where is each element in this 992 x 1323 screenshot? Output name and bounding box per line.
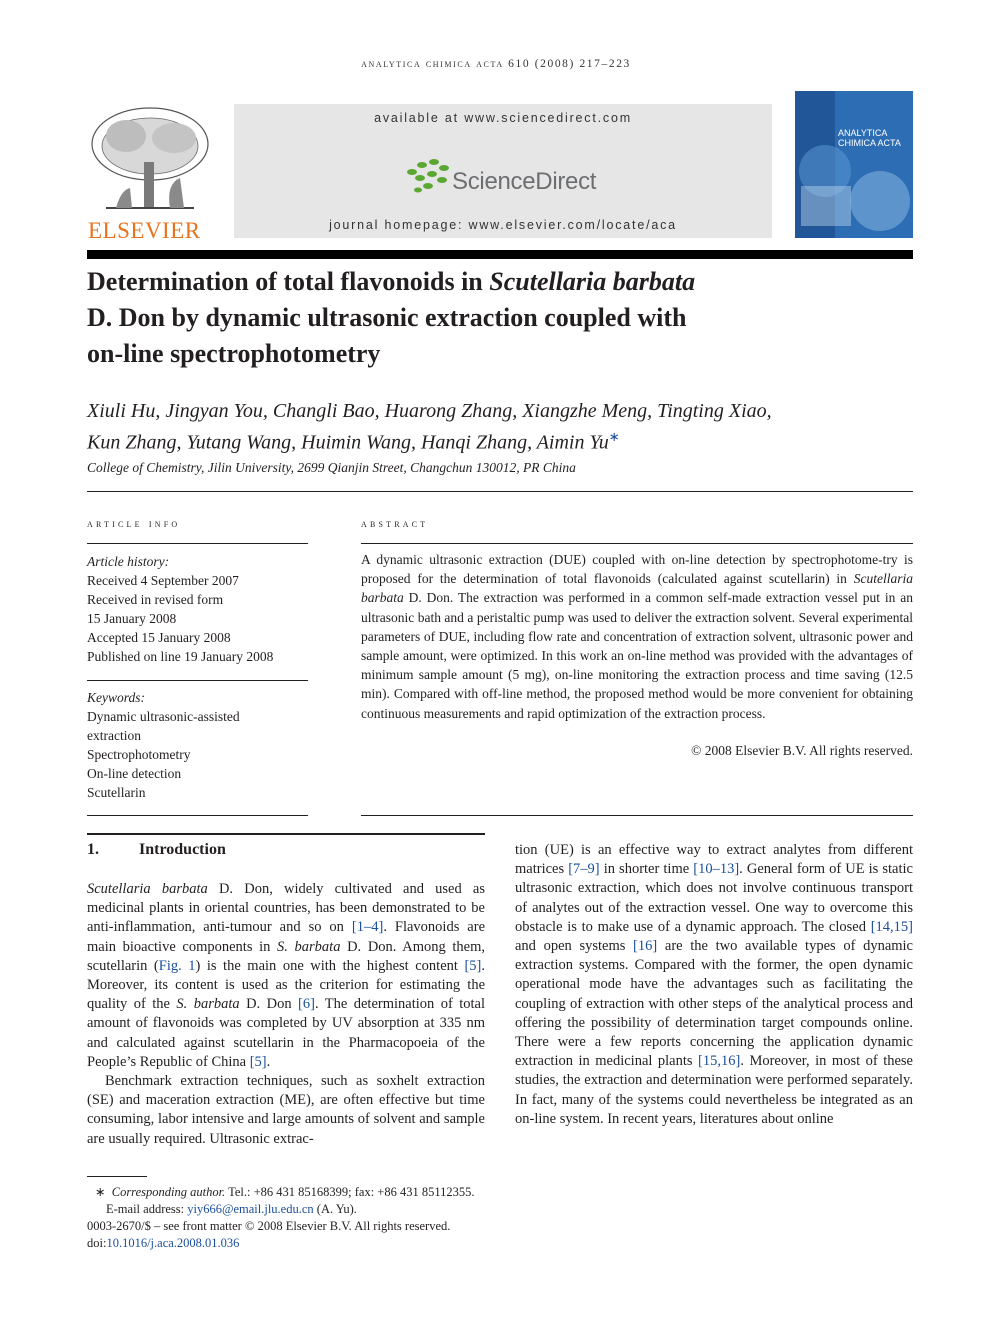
- article-info-heading: article info: [87, 516, 181, 530]
- species-name: Scutellaria barbata: [87, 881, 208, 897]
- corresponding-label: Corresponding author.: [111, 1185, 226, 1199]
- history-item: Received 4 September 2007: [87, 573, 239, 588]
- abstract-rule: [361, 543, 913, 544]
- history-item: Published on line 19 January 2008: [87, 649, 274, 664]
- keywords-label: Keywords:: [87, 690, 145, 705]
- doi-link[interactable]: 10.1016/j.aca.2008.01.036: [106, 1236, 240, 1250]
- authors-line2: Kun Zhang, Yutang Wang, Huimin Wang, Hanqi Zhang, Aimin Yu: [87, 431, 609, 454]
- text-run: D. Don, widely cultivated and used as medicinal plants in oriental countries, has been demonstrated to be anti-inflammation, anti-tumour and so on: [87, 881, 485, 936]
- corresponding-author-mark[interactable]: ∗: [608, 429, 620, 444]
- footnotes: [87, 1184, 913, 1252]
- affiliation-rule: [87, 491, 913, 492]
- email-note: [87, 1201, 913, 1218]
- cover-title-line1: ANALYTICA: [838, 128, 888, 138]
- article-history: [87, 552, 308, 666]
- text-run: D. Don: [239, 996, 299, 1013]
- citation-link[interactable]: [5]: [464, 957, 482, 974]
- abstract-heading: abstract: [361, 516, 429, 530]
- intro-paragraph-2: Benchmark extraction techniques, such as soxhelt extraction (SE) and maceration extraction (ME), are often effective but time consuming, labor intensive and large amounts of solvent and sample are usually required. Ultrasonic extrac-: [87, 1073, 485, 1147]
- text-run: . Flavonoids are main bioactive components in: [87, 919, 485, 955]
- abstract-bottom-rule: [361, 815, 913, 816]
- header-rule: [87, 250, 913, 259]
- text-run: ) is the main one with the highest content: [195, 957, 465, 974]
- keyword: Scutellarin: [87, 785, 146, 800]
- affiliation: College of Chemistry, Jilin University, 2699 Qianjin Street, Changchun 130012, PR China: [87, 460, 576, 475]
- title-line1: Determination of total flavonoids in: [87, 267, 490, 296]
- abstract-part1: A dynamic ultrasonic extraction (DUE) coupled with on-line detection by spectrophotome-try is proposed for the determination of total flavonoids (calculated against scutellarin) in: [361, 552, 913, 587]
- contact-numbers: Tel.: +86 431 85168399; fax: +86 431 85112355.: [225, 1185, 475, 1199]
- text-run: .: [266, 1053, 271, 1070]
- article-info-rule: [87, 543, 308, 544]
- title-line2: D. Don by dynamic ultrasonic extraction coupled with: [87, 303, 687, 332]
- citation-link[interactable]: [5]: [249, 1053, 267, 1070]
- intro-right-column: [515, 841, 913, 1129]
- email-label: E-mail address:: [106, 1202, 188, 1216]
- citation-link[interactable]: [6]: [298, 996, 315, 1013]
- text-run: are the two available types of dynamic extraction systems. Compared with the former, the open dynamic operational mode have the advantages such as facilitating the coupling of extraction with other steps of the analytical process and offering the possibility of determination target compounds online. There were a few reports concerning the application dynamic extraction in medicinal plants: [515, 938, 913, 1070]
- history-label: Article history:: [87, 554, 170, 569]
- doi-line: [87, 1235, 913, 1252]
- authors-line1: Xiuli Hu, Jingyan You, Changli Bao, Huarong Zhang, Xiangzhe Meng, Tingting Xiao,: [87, 400, 772, 422]
- intro-paragraph-2-continued: [515, 841, 913, 1129]
- email-link[interactable]: yiy666@email.jlu.edu.cn: [187, 1202, 314, 1216]
- citation-link[interactable]: [10–13]: [693, 861, 740, 878]
- history-item: Accepted 15 January 2008: [87, 630, 231, 645]
- citation-link[interactable]: [1–4]: [351, 919, 384, 936]
- species-name: S. barbata: [176, 996, 240, 1013]
- species-name: S. barbata: [277, 938, 341, 955]
- keyword: extraction: [87, 728, 141, 743]
- text-run: and open systems: [515, 938, 634, 955]
- keywords: [87, 688, 308, 802]
- citation-link[interactable]: [15,16]: [698, 1053, 741, 1070]
- text-run: tion (UE) is an effective way to extract analytes from different matrices: [515, 842, 913, 878]
- title-species: Scutellaria barbata: [489, 267, 696, 296]
- abstract-species: Scutellaria barbata: [361, 571, 913, 606]
- text-run: . The determination of total amount of flavonoids was completed by UV absorption at 335 nm and calculated against scutellarin in the Pharmacopoeia of the People’s Republic of China: [87, 996, 485, 1070]
- title-line3: on-line spectrophotometry: [87, 339, 381, 368]
- citation-link[interactable]: [14,15]: [870, 918, 913, 935]
- cover-title-line2: CHIMICA ACTA: [838, 138, 901, 148]
- citation-link[interactable]: [16]: [633, 938, 658, 955]
- journal-homepage[interactable]: journal homepage: www.elsevier.com/locate/aca: [329, 218, 677, 232]
- available-at-text[interactable]: available at www.sciencedirect.com: [374, 111, 632, 125]
- text-run: . General form of UE is static ultrasonic extraction, which does not involve continuous transport of analytes out of the extraction vessel. One way to overcome this obstacle is to make use of a dynamic approach. The closed: [515, 861, 913, 935]
- issn-line: 0003-2670/$ – see front matter © 2008 Elsevier B.V. All rights reserved.: [87, 1219, 451, 1233]
- author-list: [87, 398, 913, 456]
- corresponding-author-note: [87, 1184, 913, 1201]
- history-item: 15 January 2008: [87, 611, 177, 626]
- article-info-bottom-rule: [87, 815, 308, 816]
- article-title: [87, 264, 913, 372]
- sciencedirect-logo-text: ScienceDirect: [452, 168, 597, 195]
- abstract-body: [361, 550, 913, 723]
- figure-link[interactable]: Fig. 1: [158, 957, 196, 974]
- section-number: 1.: [87, 841, 99, 858]
- text-run: . Moreover, its content is used as the criterion for estimating the quality of the: [87, 957, 485, 1013]
- text-run: in shorter time: [599, 861, 694, 878]
- history-item: Received in revised form: [87, 592, 224, 607]
- cover-art: [795, 91, 913, 238]
- footnote-rule: [87, 1176, 147, 1177]
- intro-paragraph-1: [87, 880, 485, 1072]
- abstract-part2: D. Don. The extraction was performed in a common self-made extraction vessel put in an ultrasonic bath and a peristaltic pump was used to deliver the extraction solvent. Several experimental parameters of DUE, including flow rate and concentration of extraction solvent, ultrasonic power and sample amount, were optimized. In this work an on-line method was provided with the advantages of minimum sample amount (5 mg), on-line monitoring the extraction process and time saving (12.5 min). Compared with off-line method, the proposed method would be more convenient for obtaining continuous measurements and rapid optimization of the extraction process.: [361, 590, 913, 721]
- elsevier-wordmark: ELSEVIER: [88, 218, 201, 243]
- keywords-rule: [87, 680, 308, 681]
- section-heading: Introduction: [139, 841, 226, 858]
- journal-cover-image: [795, 91, 913, 238]
- email-suffix: (A. Yu).: [313, 1202, 357, 1216]
- doi-label: doi:: [87, 1236, 107, 1250]
- abstract-copyright: © 2008 Elsevier B.V. All rights reserved.: [691, 743, 913, 758]
- running-head: analytica chimica acta 610 (2008) 217–223: [361, 58, 631, 70]
- footnote-mark: ∗: [95, 1185, 106, 1199]
- text-run: D. Don. Among them, scutellarin (: [87, 938, 485, 974]
- intro-left-column: [87, 880, 485, 1149]
- keyword: Dynamic ultrasonic-assisted: [87, 709, 240, 724]
- keyword: Spectrophotometry: [87, 747, 191, 762]
- citation-link[interactable]: [7–9]: [568, 861, 600, 878]
- keyword: On-line detection: [87, 766, 182, 781]
- section-rule: [87, 833, 485, 835]
- text-run: . Moreover, in most of these studies, the extraction and determination were performed separately. In fact, many of the systems could nevertheless be integrated as an on-line system. In recent years, literatures about online: [515, 1053, 913, 1127]
- cover-title: [838, 128, 914, 148]
